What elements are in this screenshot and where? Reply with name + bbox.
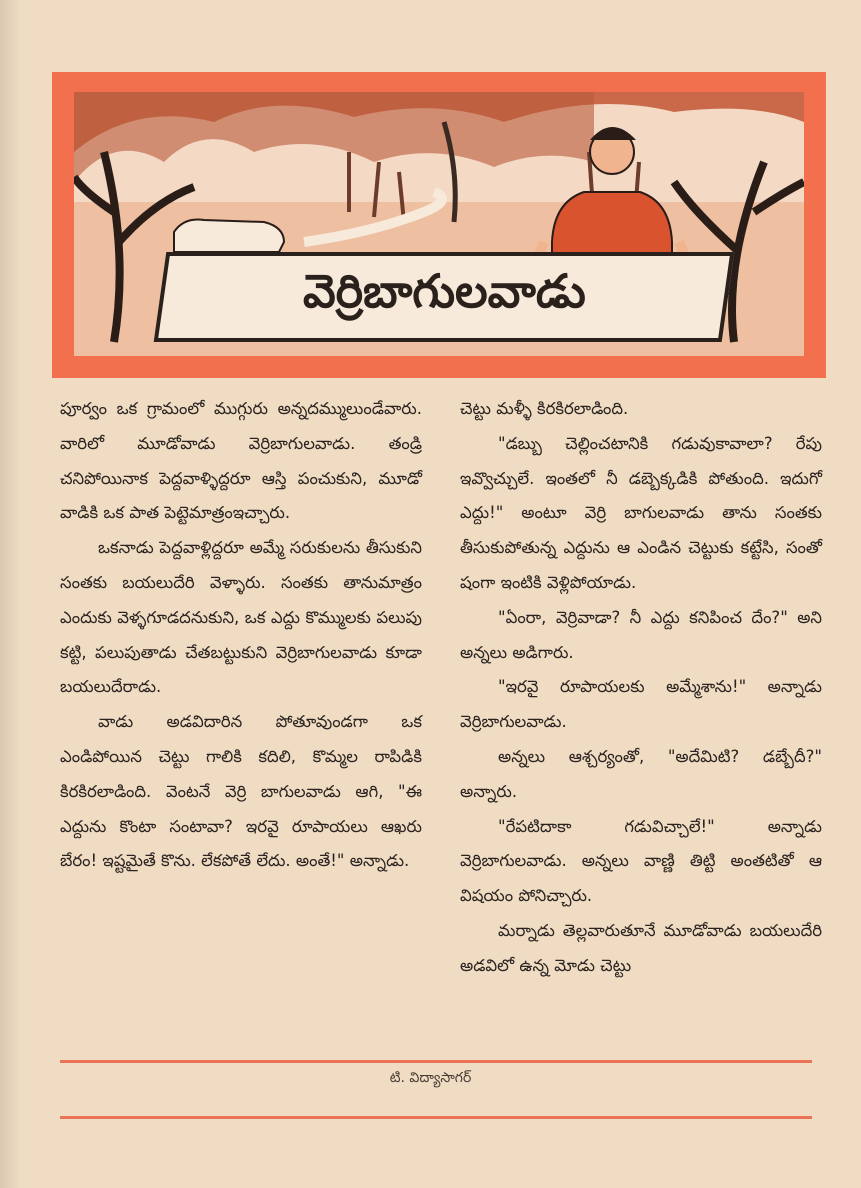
text-column-right [460, 392, 822, 984]
author-credit: టి. విద్యాసాగర్ [389, 1070, 472, 1086]
text-column-left [60, 392, 422, 879]
paragraph: ఒకనాడు పెద్దవాళ్లిద్దరూ అమ్మే సరుకులను తీసుకుని సంతకు బయలుదేరి వెళ్ళారు. సంతకు తానుమాత్రం ఎందుకు వెళ్ళగూడదనుకుని, ఒక ఎద్దు కొమ్ములకు పలుపు కట్టి, పలుపుతాడు చేతబట్టుకుని వెర్రిబాగులవాడు కూడా బయలుదేరాడు. [60, 538, 422, 697]
paragraph: "ఇరవై రూపాయలకు అమ్మేశాను!" అన్నాడు వెర్రిబాగులవాడు. [460, 677, 822, 732]
paragraph: వాడు అడవిదారిన పోతూవుండగా ఒక ఎండిపోయిన చెట్టు గాలికి కదిలి, కొమ్మల రాపిడికి కిరకిరలాడింది. వెంటనే వెర్రి బాగులవాడు ఆగి, "ఈ ఎద్దును కొంటా సంటావా? ఇరవై రూపాయలు ఆఖరు బేరం! ఇష్టమైతే కొను. లేకపోతే లేదు. అంతే!" అన్నాడు. [60, 712, 422, 871]
title-box [154, 252, 735, 342]
paragraph: "డబ్బు చెల్లించటానికి గడువుకావాలా? రేపు ఇవ్వొచ్చులే. ఇంతలో నీ డబ్బెక్కడికి పోతుంది. ఇదుగో ఎద్దు!" అంటూ వెర్రి బాగులవాడు తాను సంతకు తీసుకుపోతున్న ఎద్దును ఆ ఎండిన చెట్టుకు కట్టేసి, సంతో షంగా ఇంటికి వెళ్లిపోయాడు. [460, 433, 822, 592]
paragraph: మర్నాడు తెల్లవారుతూనే మూడోవాడు బయలుదేరి అడవిలో ఉన్న మోడు చెట్టు [460, 920, 822, 975]
page-edge [0, 0, 20, 1188]
divider-top [60, 1060, 812, 1063]
story-title: వెర్రిబాగులవాడు [302, 264, 586, 318]
paragraph: అన్నలు ఆశ్చర్యంతో, "అదేమిటి? డబ్బేదీ?" అన్నారు. [460, 746, 822, 801]
paragraph: "రేపటిదాకా గడువిచ్చాలే!" అన్నాడు వెర్రిబాగులవాడు. అన్నలు వాణ్ణి తిట్టి అంతటితో ఆ విషయం పోనిచ్చారు. [460, 816, 822, 906]
divider-bottom [60, 1116, 812, 1119]
paragraph: "ఏంరా, వెర్రివాడా? నీ ఎద్దు కనిపించ దేం?" అని అన్నలు అడిగారు. [460, 607, 822, 662]
paragraph: చెట్టు మళ్ళీ కిరకిరలాడింది. [460, 399, 629, 418]
paragraph: పూర్వం ఒక గ్రామంలో ముగ్గురు అన్నదమ్ములుండేవారు. వారిలో మూడోవాడు వెర్రిబాగులవాడు. తండ్రి చనిపోయినాక పెద్దవాళ్ళిద్దరూ ఆస్తి పంచుకుని, మూడో వాడికి ఒక పాత పెట్టెమాత్రంఇచ్చారు. [60, 399, 422, 523]
